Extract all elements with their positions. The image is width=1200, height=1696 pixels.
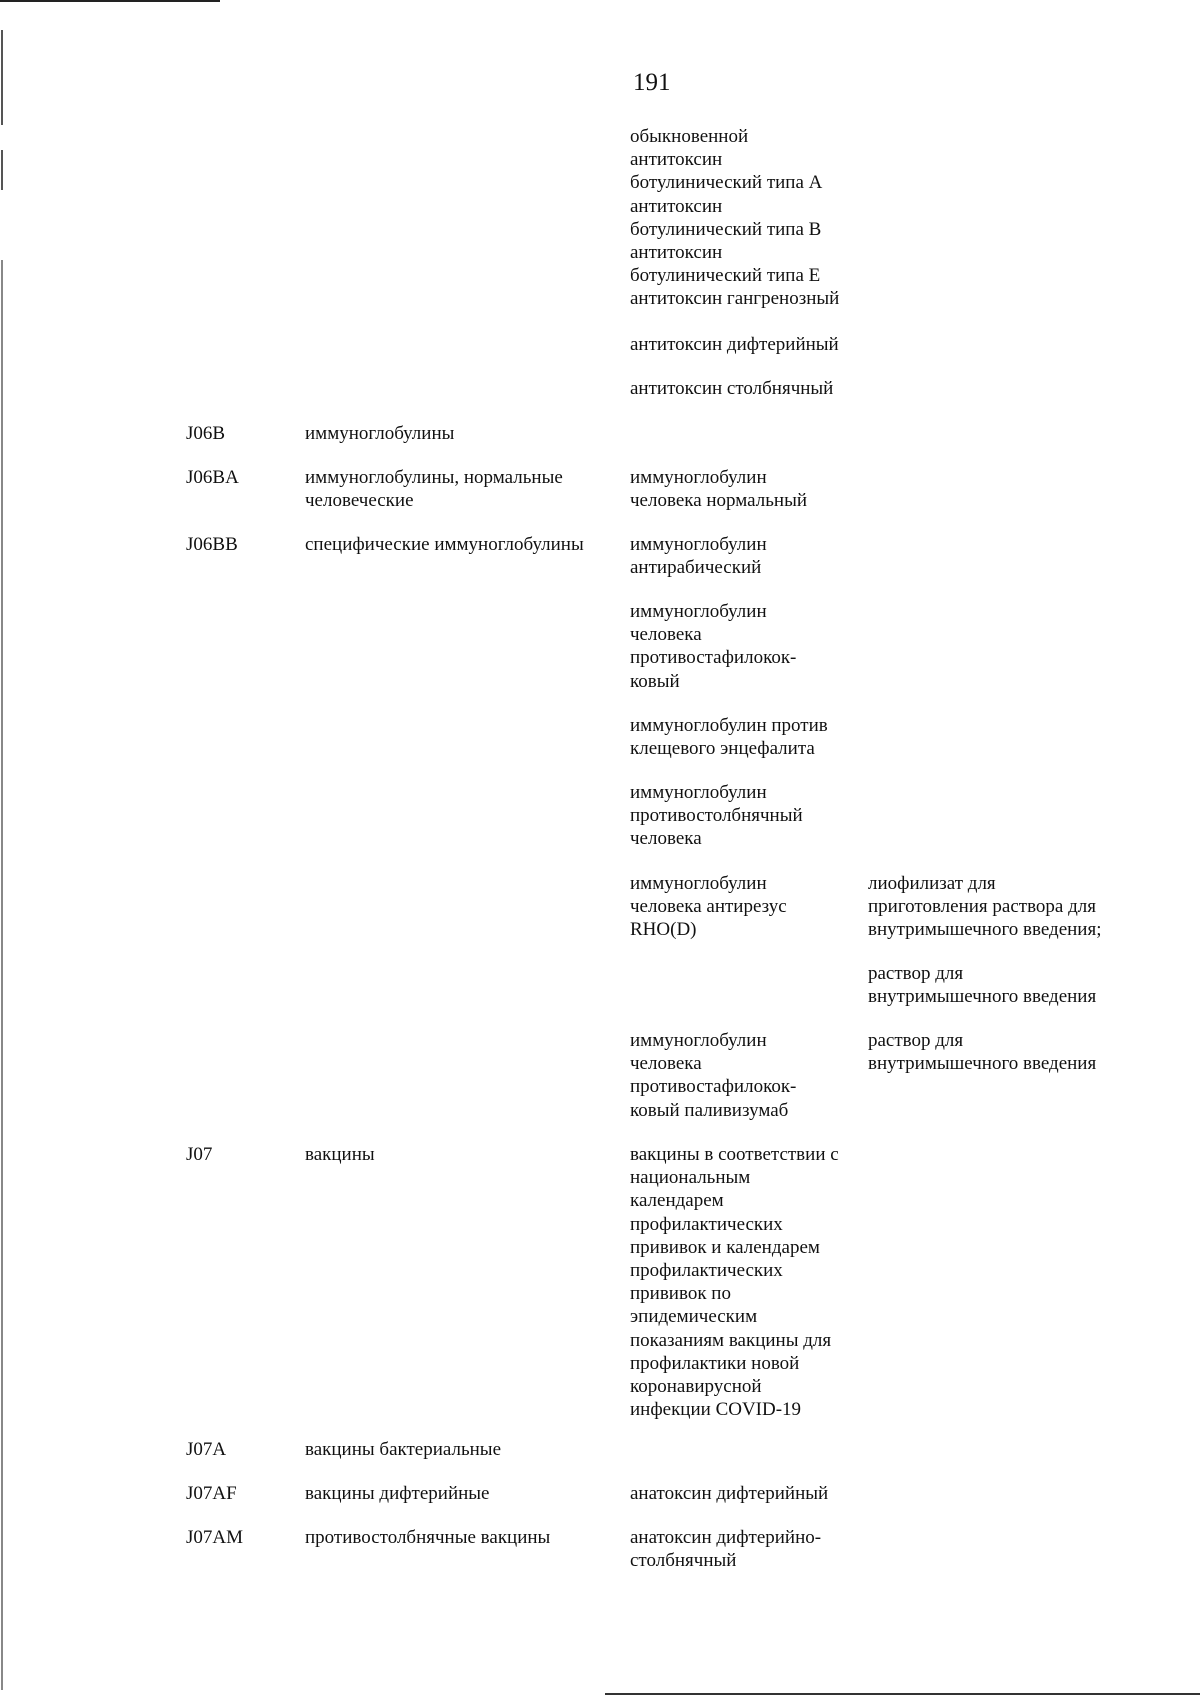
atc-code: J07 (186, 1144, 213, 1165)
drug-name: иммуноглобулин человека противостафилокок- ковый (630, 601, 797, 692)
atc-code: J07AF (186, 1483, 237, 1504)
drug-name: иммуноглобулин противостолбнячный человека (630, 782, 803, 850)
atc-code: J06B (186, 423, 226, 444)
atc-group-name: иммуноглобулины, нормальные человеческие (305, 467, 563, 512)
atc-code: J06BA (186, 467, 239, 488)
atc-group-name: противостолбнячные вакцины (305, 1527, 551, 1548)
atc-code: J07A (186, 1439, 227, 1460)
atc-group-name: иммуноглобулины (305, 423, 455, 444)
dosage-form: раствор для внутримышечного введения (868, 963, 1097, 1008)
drug-name: вакцины в соответствии с национальным календарем профилактических прививок и календарем профилактических прививок по эпидемическим показаниям вакцины для профилактики новой коронавирусной инфекции COVID-19 (630, 1144, 839, 1421)
scan-edge-mark (1, 30, 3, 125)
drug-name: обыкновенной антитоксин ботулинический типа А антитоксин ботулинический типа В антитоксин ботулинический типа Е антитоксин гангренозный (630, 126, 840, 310)
drug-name: анатоксин дифтерийный (630, 1483, 829, 1504)
atc-group-name: вакцины бактериальные (305, 1439, 502, 1460)
drug-name: анатоксин дифтерийно- столбнячный (630, 1527, 822, 1572)
drug-name: иммуноглобулин человека нормальный (630, 467, 808, 512)
scan-edge-mark (1, 260, 3, 1690)
drug-name: антитоксин столбнячный (630, 378, 834, 399)
atc-group-name: вакцины дифтерийные (305, 1483, 490, 1504)
page-number: 191 (633, 69, 671, 96)
atc-group-name: специфические иммуноглобулины (305, 534, 584, 555)
atc-code: J07AM (186, 1527, 244, 1548)
drug-name: иммуноглобулин против клещевого энцефалита (630, 715, 828, 760)
drug-name: иммуноглобулин человека противостафилокок- ковый паливизумаб (630, 1030, 797, 1121)
drug-name: иммуноглобулин человека антирезус RHO(D) (630, 873, 787, 941)
scan-border-bottom (605, 1693, 1200, 1695)
scan-border-top (0, 0, 220, 2)
drug-name: иммуноглобулин антирабический (630, 534, 767, 579)
scan-edge-mark (1, 150, 3, 190)
dosage-form: раствор для внутримышечного введения (868, 1030, 1097, 1075)
atc-code: J06BB (186, 534, 238, 555)
atc-group-name: вакцины (305, 1144, 375, 1165)
drug-name: антитоксин дифтерийный (630, 334, 839, 355)
dosage-form: лиофилизат для приготовления раствора для внутримышечного введения; (868, 873, 1102, 941)
